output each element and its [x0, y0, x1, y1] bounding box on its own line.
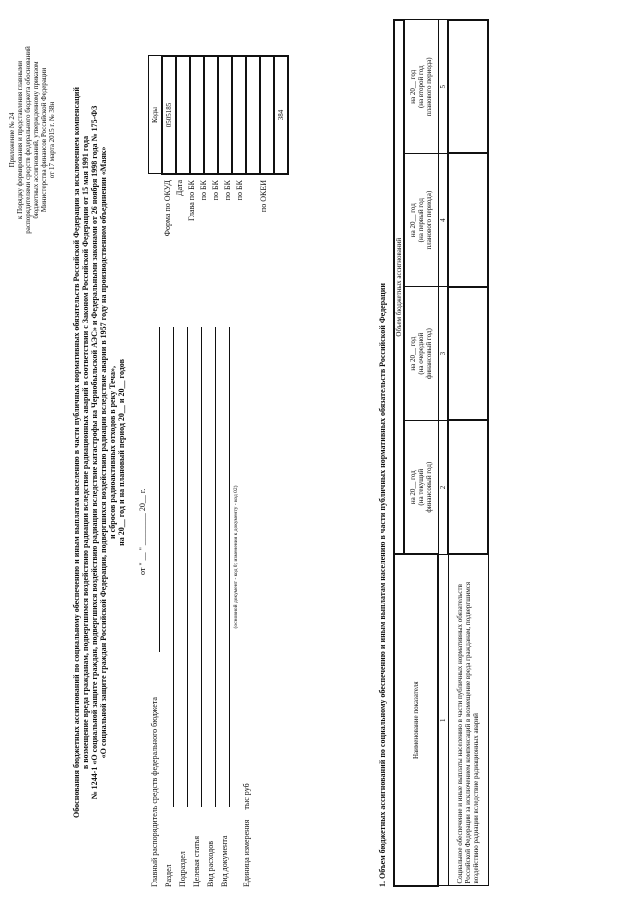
code-label: Форма по ОКУД: [163, 180, 172, 237]
code-label: Дата: [175, 180, 184, 196]
col-header-line: на 20__ год: [409, 470, 418, 505]
field-row: [150, 327, 164, 887]
col-header-line: (на текущий: [417, 468, 426, 506]
col-name-header: Наименование показателя: [394, 554, 438, 886]
field-label: Подраздел: [178, 851, 187, 887]
appendix-line: распорядителями средств федерального бюджета обоснований: [24, 46, 32, 234]
field-row: [164, 327, 178, 887]
code-cell: [246, 56, 260, 174]
title-line: и сбросов радиоактивных отходов в реку Теча»,: [108, 366, 117, 539]
data-cell: [448, 287, 488, 421]
appendix-block: [8, 15, 56, 265]
col-header-line: (на второй год: [417, 65, 426, 109]
fill-line: [187, 327, 188, 807]
code-label: Глава по БК: [187, 180, 196, 221]
col-num: 2: [438, 420, 448, 554]
code-label: по БК: [211, 180, 220, 201]
col-header-current: [404, 420, 438, 554]
codes-table: [148, 55, 289, 175]
code-cell: [176, 56, 190, 174]
data-cell: [448, 153, 488, 286]
col-num: 3: [438, 287, 448, 421]
title-line: в возмещение вреда гражданам, подвергшимся воздействию радиации вследствие радиационных аварий в соответствии с Законом Российской Федерации от 15 мая 1991 года: [81, 135, 90, 770]
units-row: [242, 327, 256, 887]
section1-title: 1. Объем бюджетных ассигнований по социальному обеспечению и иным выплатам населению в части публичных нормативных обязательств Российской Федерации: [378, 282, 387, 887]
section1-table: [393, 19, 489, 887]
col-header-line: на 20__ год: [409, 336, 418, 371]
col-group-header: Объем бюджетных ассигнований: [394, 20, 404, 554]
appendix-line: от 17 марта 2015 г. № 38н: [48, 101, 56, 179]
field-row: [220, 327, 242, 887]
fill-line: [173, 327, 174, 807]
field-label: Целевая статья: [192, 835, 201, 887]
document-date: от " __ " ________ 20__ г.: [138, 488, 147, 575]
appendix-line: к Порядку формирования и представления главными: [16, 61, 24, 219]
appendix-line: Министерства финансов Российской Федерации: [40, 67, 48, 213]
col-num: 5: [438, 20, 448, 153]
field-label: Главный распорядитель средств федерального бюджета: [150, 697, 159, 887]
col-header-line: финансовый год): [425, 461, 434, 513]
col-num: 4: [438, 153, 448, 286]
fill-line: [159, 327, 160, 652]
code-cell: [204, 56, 218, 174]
title-line: на 20__ год и на плановый период 20__ и 20__ годов: [117, 359, 126, 546]
units-value: тыс руб: [242, 783, 251, 810]
col-header-line: (на очередной: [417, 332, 426, 375]
fill-line: [229, 327, 230, 807]
document-kind-note: (основной документ - код 0; изменения к документу - код 02): [233, 485, 239, 629]
form-title: [72, 20, 126, 885]
appendix-number: Приложение № 24: [8, 112, 16, 168]
col-header-line: на 20__ год: [409, 203, 418, 238]
code-cell: 0505185: [162, 56, 176, 174]
code-label: [247, 180, 259, 285]
data-cell: [448, 420, 488, 554]
col-header-line: (на первый год: [417, 198, 426, 243]
col-header-line: финансовый год): [425, 328, 434, 380]
field-row: [192, 327, 206, 887]
codes-labels: [163, 180, 271, 285]
field-label: Вид расходов: [206, 841, 215, 887]
data-cell: [448, 20, 488, 153]
codes-header: Коды: [149, 56, 163, 174]
field-label: Вид документа: [220, 835, 229, 887]
col-header-plan1: [404, 153, 438, 286]
fill-line: [201, 327, 202, 807]
code-cell: [190, 56, 204, 174]
fill-line: [215, 327, 216, 807]
col-num: 1: [438, 554, 448, 886]
field-row: [178, 327, 192, 887]
title-line: Обоснования бюджетных ассигнований по социальному обеспечению и иным выплатам населению в части публичных нормативных обязательств Российской Федерации за исключением компенсаций: [72, 87, 81, 818]
code-cell: [232, 56, 246, 174]
code-label: по ОКЕИ: [259, 180, 268, 213]
code-label: по БК: [235, 180, 244, 201]
code-label: по БК: [223, 180, 232, 201]
header-fields: [150, 327, 256, 887]
code-cell: 384: [274, 56, 288, 174]
field-label: Раздел: [164, 864, 173, 887]
col-header-plan2: [404, 20, 438, 153]
code-cell: [218, 56, 232, 174]
units-label: Единица измерения: [242, 819, 251, 887]
code-cell: [260, 56, 274, 174]
title-line: № 1244-1 «О социальной защите граждан, подвергшихся воздействию радиации вследствие катастрофы на Чернобыльской АЭС» и Федеральными законами от 26 ноября 1998 года № 175-ФЗ: [90, 105, 99, 800]
title-line: «О социальной защите граждан Российской Федерации, подвергшихся воздействию радиации вследствие аварии в 1957 году на производственном объединении «Маяк»: [99, 146, 108, 759]
field-row: [206, 327, 220, 887]
col-header-line: планового периода): [425, 190, 434, 250]
data-row-label: Социальное обеспечение и иные выплаты населению в части публичных нормативных обязательств Российской Федерации за исключением компенсаций в возмещение вреда гражданам, подвергшимся воздействию радиации вследствие радиационных аварий: [448, 554, 488, 886]
col-header-line: на 20__ год: [409, 69, 418, 104]
appendix-line: бюджетных ассигнований, утвержденному приказом: [32, 61, 40, 219]
col-header-next: [404, 287, 438, 421]
col-header-line: планового периода): [425, 57, 434, 117]
code-label: по БК: [199, 180, 208, 201]
